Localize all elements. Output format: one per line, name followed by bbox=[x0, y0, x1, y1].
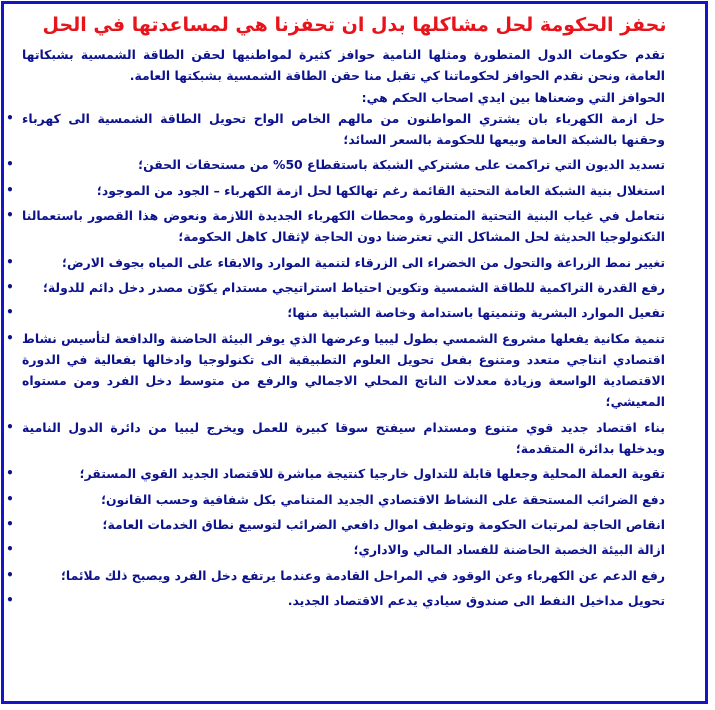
bullet-icon: • bbox=[6, 516, 14, 531]
incentive-item bbox=[6, 565, 665, 586]
document-title: نحفز الحكومة لحل مشاكلها بدل ان تحفزنا هي لمساعدتها في الحل bbox=[42, 14, 667, 36]
incentive-text: رفع الدعم عن الكهرباء وعن الوقود في المراحل القادمة وعندما يرتفع دخل الفرد ويصبح ذلك ملائما؛ bbox=[60, 567, 665, 583]
incentive-item bbox=[6, 154, 665, 175]
incentive-item bbox=[6, 417, 665, 460]
incentive-item bbox=[6, 277, 665, 298]
incentive-text: بناء اقتصاد جديد قوي متنوع ومستدام سيفتح سوقا كبيرة للعمل ويخرج ليبيا من دائرة الدول النامية ويدخلها بدائرة المتقدمة؛ bbox=[22, 419, 665, 457]
bullet-icon: • bbox=[6, 491, 14, 506]
bullet-icon: • bbox=[6, 466, 14, 481]
incentive-text: تغيير نمط الزراعة والتحول من الخضراء الى الزرقاء لتنمية الموارد والابقاء على المياه بجوف الارض؛ bbox=[62, 254, 665, 270]
bullet-icon: • bbox=[6, 208, 14, 223]
incentive-item bbox=[6, 539, 665, 560]
incentive-text: انقاص الحاجة لمرتبات الحكومة وتوظيف اموال دافعي الضرائب لتوسيع نطاق الخدمات العامة؛ bbox=[102, 516, 665, 532]
incentive-text: استغلال بنية الشبكة العامة التحتية القائمة رغم تهالكها لحل ازمة الكهرباء – الجود من الموجود؛ bbox=[96, 182, 665, 198]
incentive-item bbox=[6, 180, 665, 201]
bullet-icon: • bbox=[6, 157, 14, 172]
incentive-text: تنمية مكانية يفعلها مشروع الشمسي بطول ليبيا وعرضها الذي يوفر البيئة الحاضنة والدافعة لتأسيس نشاط اقتصادي انتاجي متعدد ومتنوع بفعل تحويل العلوم التطبيقية الى تكنولوجيا وادخالها بفعالية في الدورة الاقتصادية الواسعة وزيادة معدلات الناتج المحلي الاجمالي والرفع من متوسط دخل الفرد ومن مستواه المعيشي؛ bbox=[22, 330, 665, 410]
bullet-icon: • bbox=[6, 592, 14, 607]
incentive-text: تقوية العملة المحلية وجعلها قابلة للتداول خارجيا كنتيجة مباشرة للاقتصاد الجديد القوي المستقر؛ bbox=[79, 466, 665, 482]
intro-lead-in: الحوافز التي وضعناها بين ايدي اصحاب الحكم هي: bbox=[361, 89, 665, 105]
document-body bbox=[6, 44, 665, 611]
incentive-text: تحويل مداخيل النفط الى صندوق سيادي يدعم الاقتصاد الجديد. bbox=[287, 592, 665, 608]
incentive-item bbox=[6, 463, 665, 484]
bullet-icon: • bbox=[6, 419, 14, 434]
incentive-item bbox=[6, 514, 665, 535]
incentive-text: تسديد الديون التي تراكمت على مشتركي الشبكة باستقطاع 50% من مستحقات الحقن؛ bbox=[138, 157, 665, 173]
incentive-item bbox=[6, 328, 665, 413]
incentive-item bbox=[6, 590, 665, 611]
bullet-icon: • bbox=[6, 279, 14, 294]
bullet-icon: • bbox=[6, 110, 14, 125]
intro-paragraph: تقدم حكومات الدول المتطورة ومثلها النامية حوافز كثيرة لمواطنيها لحقن الطاقة الشمسية بشبكاتها العامة، ونحن نقدم الحوافز لحكوماتنا كي تقبل منا حقن الطاقة الشمسية بشبكتها العامة. bbox=[22, 47, 665, 84]
incentive-text: دفع الضرائب المستحقة على النشاط الاقتصادي الجديد المتنامي بكل شفافية وحسب القانون؛ bbox=[101, 491, 665, 507]
bullet-icon: • bbox=[6, 542, 14, 557]
incentive-text: نتعامل في غياب البنية التحتية المتطورة ومحطات الكهرباء الجديدة اللازمة ونعوض هذا القصور باستعمالنا التكنولوجيا الحديثة لحل المشاكل التي تعترضنا دون الحاجة لإثقال كاهل الحكومة؛ bbox=[22, 208, 665, 245]
bullet-icon: • bbox=[6, 567, 14, 582]
bullet-icon: • bbox=[6, 182, 14, 197]
document-frame bbox=[1, 1, 708, 704]
bullet-icon: • bbox=[6, 254, 14, 269]
incentive-item bbox=[6, 252, 665, 273]
intro-section bbox=[22, 44, 665, 108]
bullet-icon: • bbox=[6, 330, 14, 345]
incentives-list bbox=[6, 108, 665, 611]
incentive-item bbox=[6, 489, 665, 510]
incentive-text: حل ازمة الكهرباء بان يشتري المواطنون من مالهم الخاص الواح تحويل الطاقة الشمسية الى كهرباء وحقنها بالشبكة العامة وبيعها للحكومة بالسعر السائد؛ bbox=[22, 110, 665, 148]
incentive-item bbox=[6, 302, 665, 323]
incentive-item bbox=[6, 205, 665, 248]
bullet-icon: • bbox=[6, 305, 14, 320]
incentive-text: تفعيل الموارد البشرية وتنميتها باستدامة وخاصة الشبابية منها؛ bbox=[287, 305, 665, 321]
incentive-item bbox=[6, 108, 665, 151]
incentive-text: رفع القدرة التراكمية للطاقة الشمسية وتكوين احتياط استراتيجي مستدام يكوّن مصدر دخل دائم للدولة؛ bbox=[42, 279, 665, 295]
incentive-text: ازالة البيئة الخصبة الحاضنة للفساد المالي والاداري؛ bbox=[353, 542, 665, 558]
